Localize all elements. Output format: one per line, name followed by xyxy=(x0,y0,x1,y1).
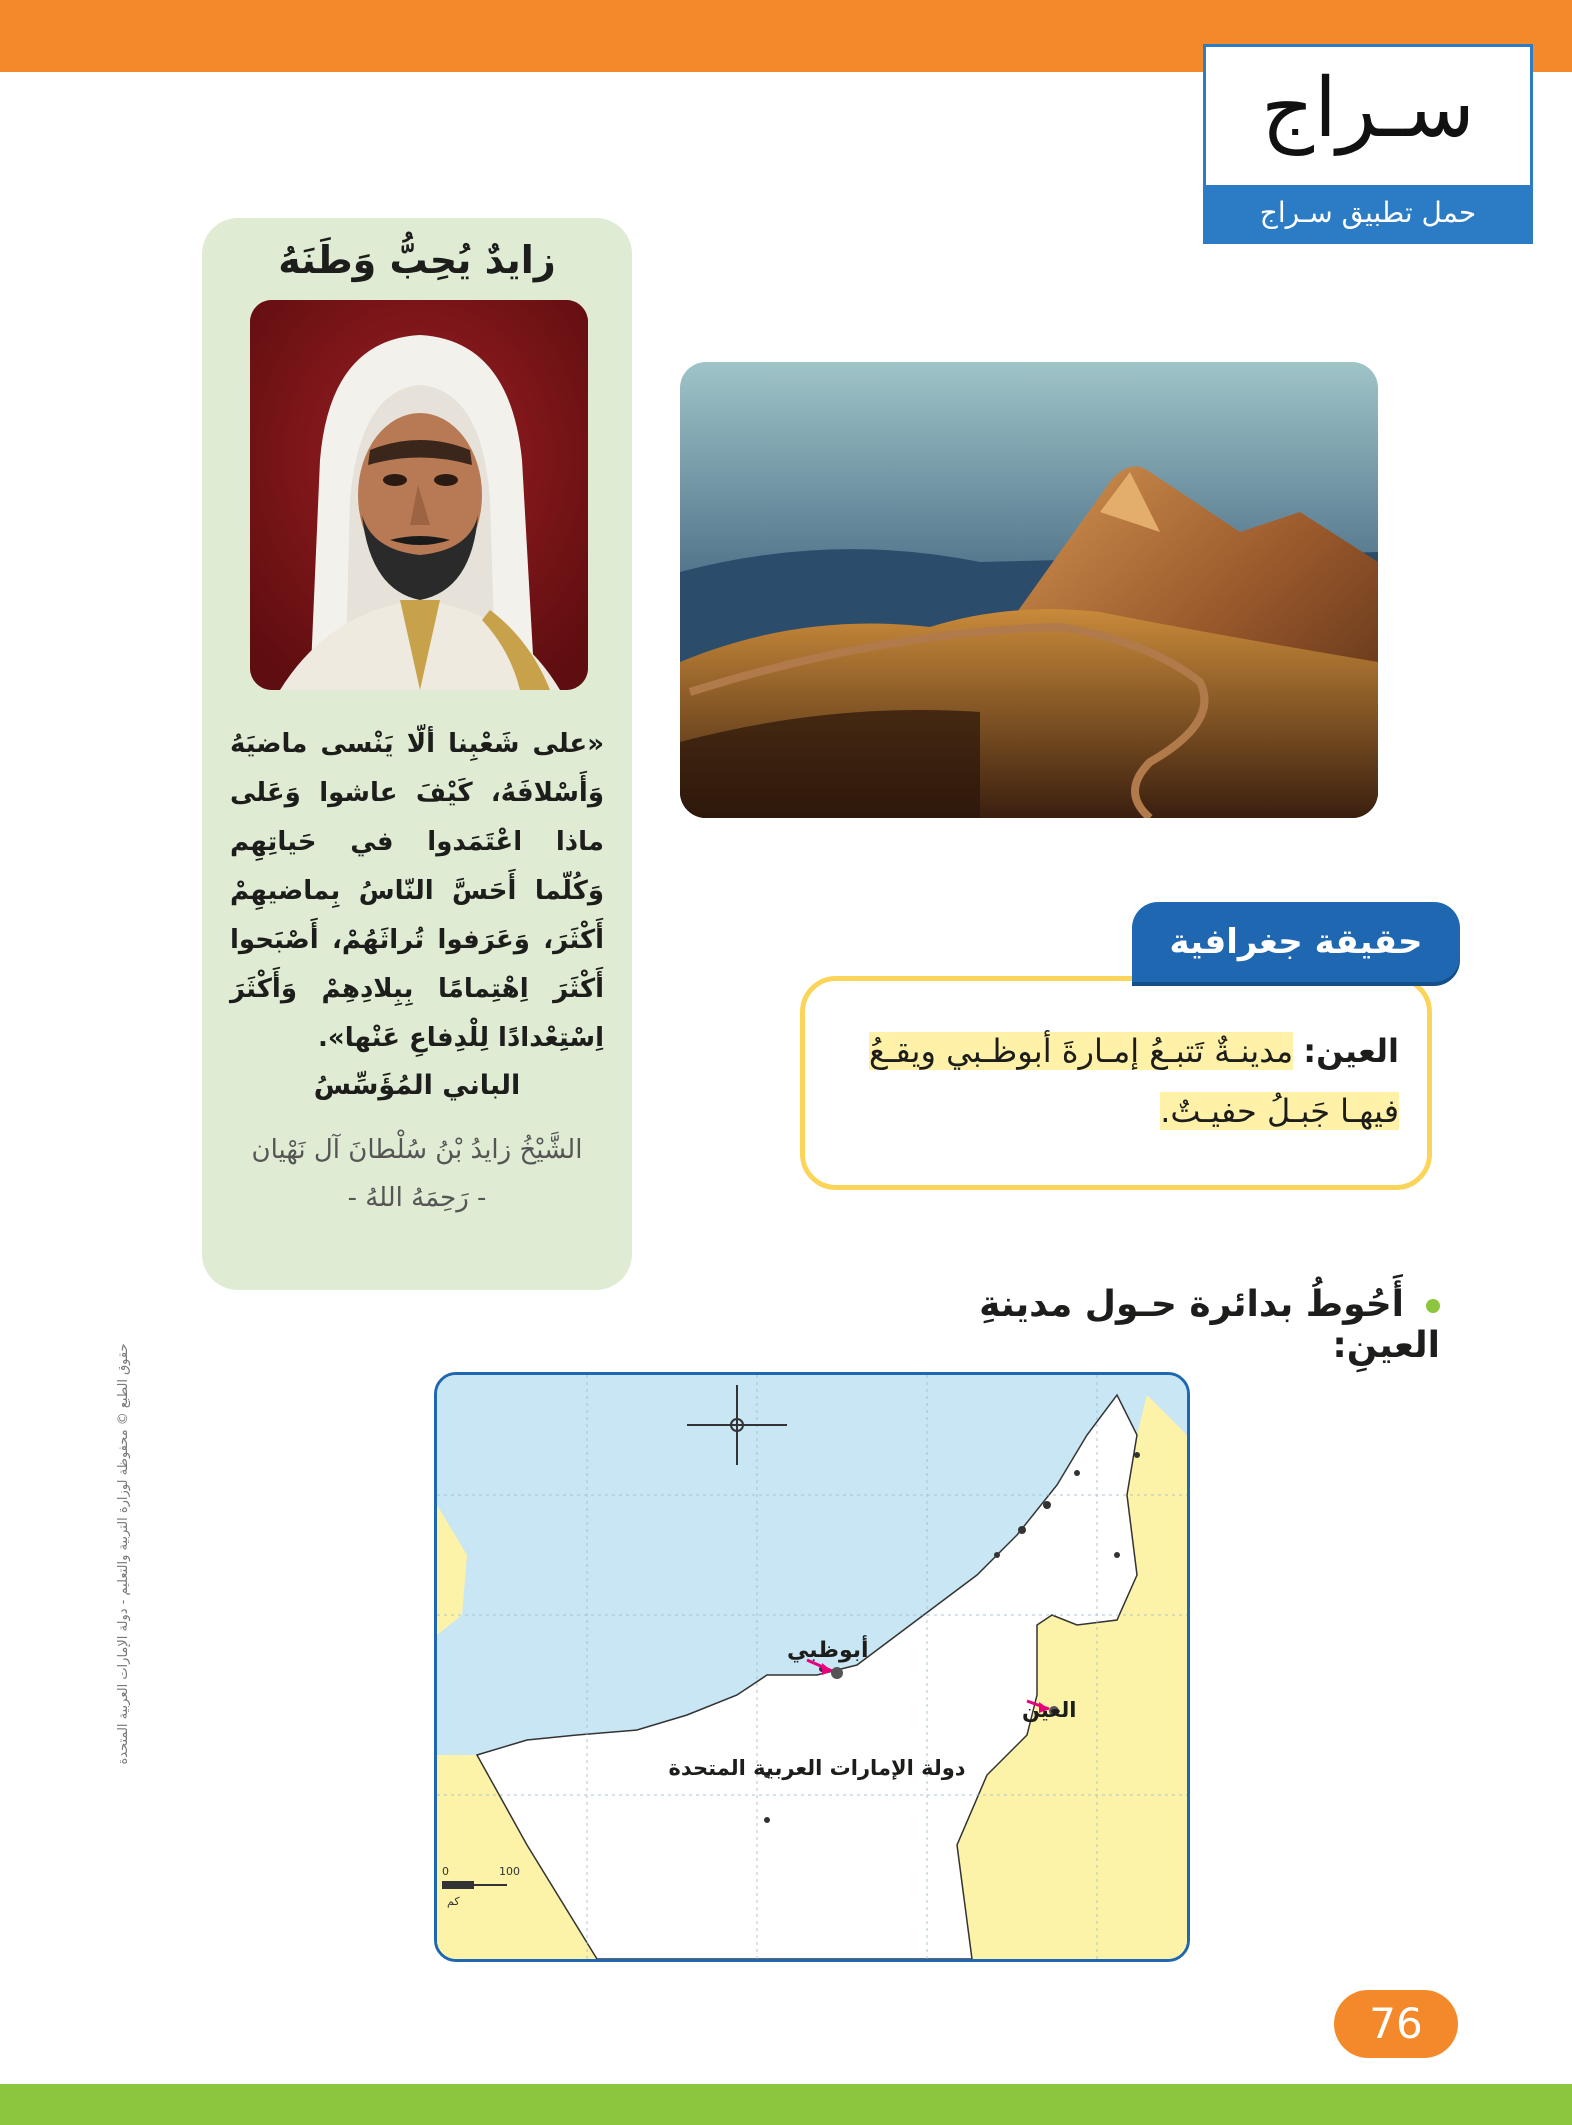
uae-map[interactable] xyxy=(434,1372,1190,1962)
siraj-app-logo[interactable] xyxy=(1203,44,1533,244)
zayed-quote-text: «على شَعْبِنا ألّا يَنْسى ماضيَهُ وَأَسْلافَهُ، كَيْفَ عاشوا وَعَلى ماذا اعْتَمَدوا في حَياتِهِم وَكُلّما أَحَسَّ النّاسُ بِماضيهِمْ أَكْثَرَ، وَعَرَفوا تُراثَهُمْ، أَصْبَحوا أَكْثَرَ اِهْتِمامًا بِبِلادِهِمْ وَأَكْثَرَ اِسْتِعْدادًا لِلْدِفاعِ عَنْها». xyxy=(230,729,604,1053)
geography-fact-tab: حقيقة جغرافية xyxy=(1132,902,1460,982)
founder-label: الباني المُؤَسِّسُ xyxy=(313,1070,521,1101)
zayed-quote-card xyxy=(202,218,632,1290)
bottom-green-bar xyxy=(0,2084,1572,2125)
al-ain-label: العين xyxy=(1022,1698,1077,1722)
card-title: زايدٌ يُحِبُّ وَطَنَهُ xyxy=(278,238,556,282)
uae-country-label: دولة الإمارات العربية المتحدة xyxy=(668,1756,966,1780)
side-copyright xyxy=(116,1324,142,1784)
scale-unit: كم xyxy=(447,1895,460,1908)
siraj-tagline: حمل تطبيق سـراج xyxy=(1206,185,1530,241)
siraj-wordmark: سـراج xyxy=(1261,61,1475,156)
abu-dhabi-label: أبوظبي xyxy=(787,1638,869,1663)
side-copyright-text: حقوق الطبع © محفوظة لوزارة التربية والتعليم - دولة الإمارات العربية المتحدة xyxy=(116,1343,131,1765)
fact-label: العين: xyxy=(1303,1032,1399,1070)
bullet-icon xyxy=(1426,1299,1440,1313)
scale-value: 100 xyxy=(499,1865,520,1878)
activity-instruction xyxy=(900,1284,1440,1366)
instruction-text: أَحُوطُ بدائرة حـول مدينةِ العينِ: xyxy=(979,1284,1440,1366)
scale-zero: 0 xyxy=(442,1865,449,1878)
sheikh-name-line2: - رَحِمَهُ اللهُ - xyxy=(347,1183,487,1213)
fact-text xyxy=(819,1021,1399,1141)
jebel-hafeet-photo xyxy=(680,362,1378,818)
geography-fact-box xyxy=(800,976,1432,1190)
fact-sentence: مدينـةٌ تَتبـعُ إمـارةَ أبوظـبي ويقـعُ فيهـا جَبـلُ حفيـتٌ. xyxy=(868,1032,1399,1130)
sheikh-name-line1: الشَّيْخُ زايدُ بْنُ سُلْطانَ آل نَهْيان xyxy=(251,1135,583,1165)
sheikh-name xyxy=(232,1126,602,1222)
page-number: 76 xyxy=(1334,1990,1458,2058)
sheikh-zayed-portrait xyxy=(250,300,588,690)
